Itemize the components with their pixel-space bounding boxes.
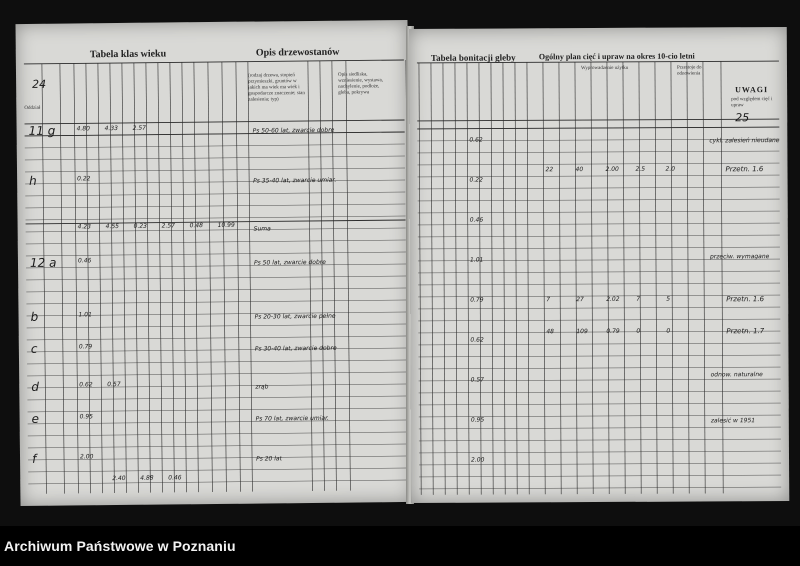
plan-remark: Przetn. 1.6 <box>725 165 764 174</box>
plan-value: 0 <box>666 327 671 335</box>
soil-area-value: 0.95 <box>470 416 485 424</box>
plan-value: 7 <box>636 295 641 303</box>
row-area-value: 2.57 <box>132 124 146 132</box>
plan-value: 2.0 <box>665 165 676 173</box>
plan-value: 0.79 <box>606 327 620 335</box>
row-stand-description: Ps 50-60 lat, zwarcie dobre <box>252 126 335 135</box>
row-stand-description: Ps 70 lat, zwarcie umiar. <box>255 414 329 423</box>
row-area-value: 0.46 <box>77 257 92 265</box>
col-header-yield: Wyprowadzenie użytku <box>580 65 629 72</box>
row-stand-description: Ps 20-30 lat, zwarcie pełne <box>254 312 336 321</box>
row-area-value: 0.48 <box>189 222 204 230</box>
row-area-value: 2.57 <box>161 222 176 230</box>
row-area-value: 10.99 <box>217 221 235 229</box>
plan-value: 40 <box>575 166 584 174</box>
row-division-number: f <box>31 451 37 466</box>
page-number-right: 25 <box>735 111 750 125</box>
col-header-remarks: UWAGI <box>735 85 769 95</box>
row-stand-description: Ps 20 lat <box>256 455 282 463</box>
plan-value: 48 <box>546 328 555 336</box>
section-title-plan: Ogólny plan cięć i upraw na okres 10-cio letni <box>538 51 695 62</box>
row-area-value: 0.95 <box>79 413 93 421</box>
soil-area-value: 1.01 <box>469 256 484 264</box>
row-area-value: 0.62 <box>79 381 93 389</box>
row-area-value: 0.57 <box>107 380 121 389</box>
section-title-stand-description: Opis drzewostanów <box>255 46 340 59</box>
row-area-value: 4.23 <box>77 223 92 231</box>
row-stand-description: Suma <box>253 225 271 233</box>
row-area-value: 4.55 <box>105 222 120 231</box>
row-division-number: 12 a <box>29 255 57 270</box>
row-stand-description: Ps 35-40 lat, zwarcie umiar. <box>253 176 337 185</box>
row-division-number: d <box>31 379 39 394</box>
total-value: 2.40 <box>112 474 126 483</box>
plan-remark: Przetn. 1.6 <box>726 295 765 304</box>
soil-area-value: 0.62 <box>470 336 484 344</box>
row-division-number: b <box>30 309 39 324</box>
remark-note: zalesić w 1951 <box>710 417 756 425</box>
plan-value: 5 <box>666 295 671 303</box>
row-stand-description: Ps 30-40 lat, zwarcie dobre <box>254 344 337 353</box>
section-title-soil: Tabela bonitacji gleby <box>430 52 516 63</box>
row-area-value: 0.79 <box>78 343 93 351</box>
plan-value: 2.5 <box>635 165 646 173</box>
archive-caption: Archiwum Państwowe w Poznaniu <box>4 538 236 554</box>
soil-area-value: 0.62 <box>469 136 483 144</box>
soil-area-value: 0.22 <box>469 176 483 184</box>
row-division-number: 11 g <box>28 123 56 138</box>
row-division-number: e <box>31 411 40 426</box>
soil-area-value: 0.57 <box>470 376 484 384</box>
plan-value: 109 <box>576 328 588 336</box>
col-header-site: Opis siedliska, wzniesienie, wystawa, nachylenie, podłoże, gleba, pokrywa <box>338 72 383 96</box>
row-area-value: 0.23 <box>133 222 148 230</box>
col-header-remarks-note: pod względem cięć i upraw <box>731 97 773 109</box>
row-area-value: 2.00 <box>79 453 94 461</box>
remark-note: cykl. zalesień nieudane <box>709 137 780 145</box>
left-page <box>15 20 412 506</box>
right-page <box>409 27 789 503</box>
plan-value: 0 <box>636 327 641 335</box>
page-number: 24 <box>32 77 47 91</box>
soil-area-value: 0.46 <box>469 216 484 224</box>
plan-remark: Przetn. 1.7 <box>726 327 765 336</box>
row-stand-description: zrąb <box>255 383 269 391</box>
remark-note: odnow. naturalne <box>710 371 763 379</box>
plan-value: 2.02 <box>606 295 620 303</box>
plan-value: 27 <box>576 296 584 304</box>
row-division-number: h <box>29 173 37 188</box>
row-area-value: 4.33 <box>104 124 118 133</box>
row-area-value: 0.22 <box>77 175 91 183</box>
soil-area-value: 0.79 <box>470 296 484 304</box>
plan-value: 22 <box>545 166 554 174</box>
col-header-division: Oddział <box>24 105 41 111</box>
archival-scan <box>18 14 788 514</box>
row-stand-description: Ps 50 lat, zwarcie dobre <box>253 258 326 267</box>
row-area-value: 4.80 <box>76 125 90 133</box>
col-header-composition: (rodzaj drzewa, stopień przymieszki, gruntów w jakich ma wiek ma wiek i gospodarcze znaczenie; stan zalesienia; typ) <box>248 73 305 103</box>
soil-area-value: 2.00 <box>471 456 485 464</box>
remark-note: przeciw. wymagane <box>709 253 770 261</box>
total-value: 0.46 <box>168 474 182 482</box>
row-division-number: c <box>30 341 38 356</box>
plan-value: 2.00 <box>605 165 619 173</box>
total-value: 4.88 <box>140 474 154 482</box>
col-header-pauses: Przestoje do odnowienia <box>676 65 702 77</box>
section-title-age-classes: Tabela klas wieku <box>89 48 167 61</box>
row-area-value: 1.01 <box>78 311 92 319</box>
plan-value: 7 <box>546 296 551 304</box>
